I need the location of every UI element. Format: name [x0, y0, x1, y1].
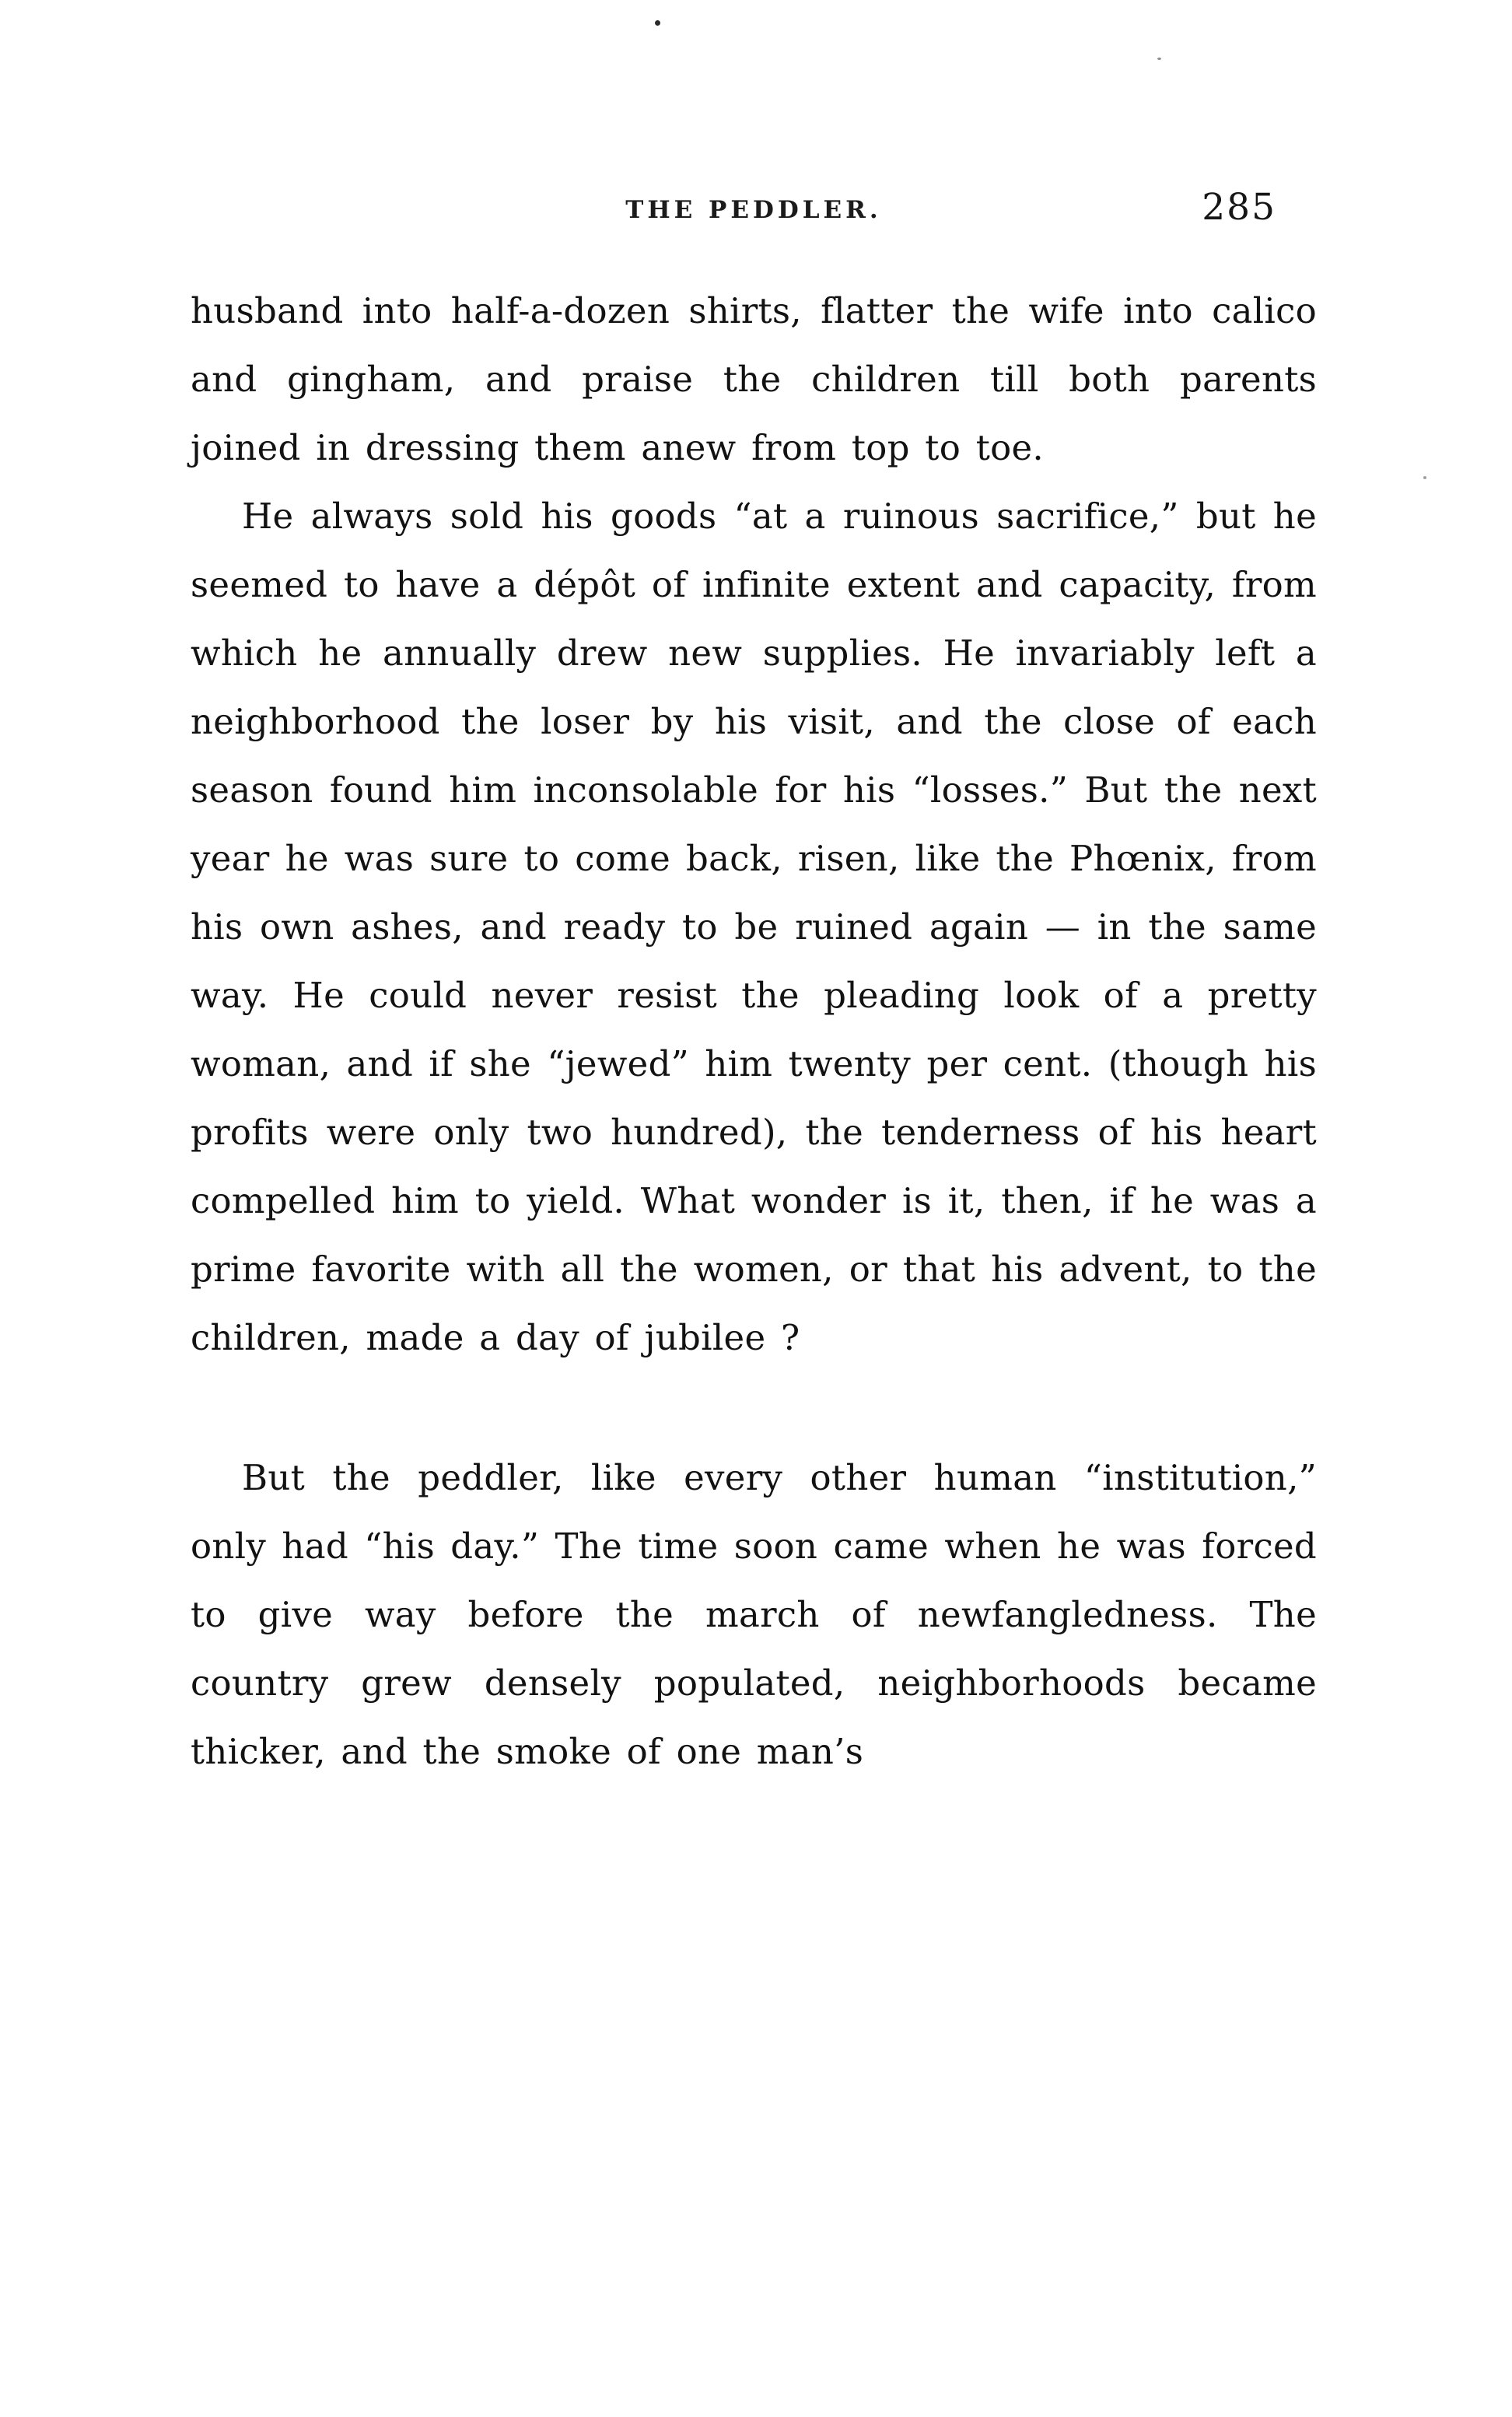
text-column	[191, 180, 1317, 1786]
body-text	[191, 277, 1317, 1786]
running-title: THE PEDDLER.	[625, 196, 882, 224]
paragraph: He always sold his goods “at a ruinous sacrifice,” but he seemed to have a dépôt of infinite extent and capacity, from which he annually drew new supplies. He invariably left a neighborhood the loser by his visit, and the close of each season found him inconsolable for his “losses.” But the next year he was sure to come back, risen, like the Phœnix, from his own ashes, and ready to be ruined again — in the same way. He could never resist the pleading look of a pretty woman, and if she “jewed” him twenty per cent. (though his profits were only two hundred), the tenderness of his heart compelled him to yield. What wonder is it, then, if he was a prime favorite with all the women, or that his advent, to the children, made a day of jubilee ?	[191, 496, 1317, 1358]
scan-speck	[1157, 58, 1161, 60]
paragraph: But the peddler, like every other human “institution,” only had “his day.” The time soon came when he was forced to give way before the march of newfangledness. The country grew densely populated, neighborhoods became thicker, and the smoke of one man’s	[191, 1457, 1317, 1772]
scan-speck	[1423, 476, 1426, 479]
paragraph-continuation: husband into half-a-dozen shirts, flatter the wife into calico and gingham, and praise the children till both parents joined in dressing them anew from top to toe.	[191, 290, 1317, 468]
page-number: 285	[1202, 186, 1276, 229]
page-header	[191, 180, 1317, 229]
scan-speck	[655, 20, 660, 26]
